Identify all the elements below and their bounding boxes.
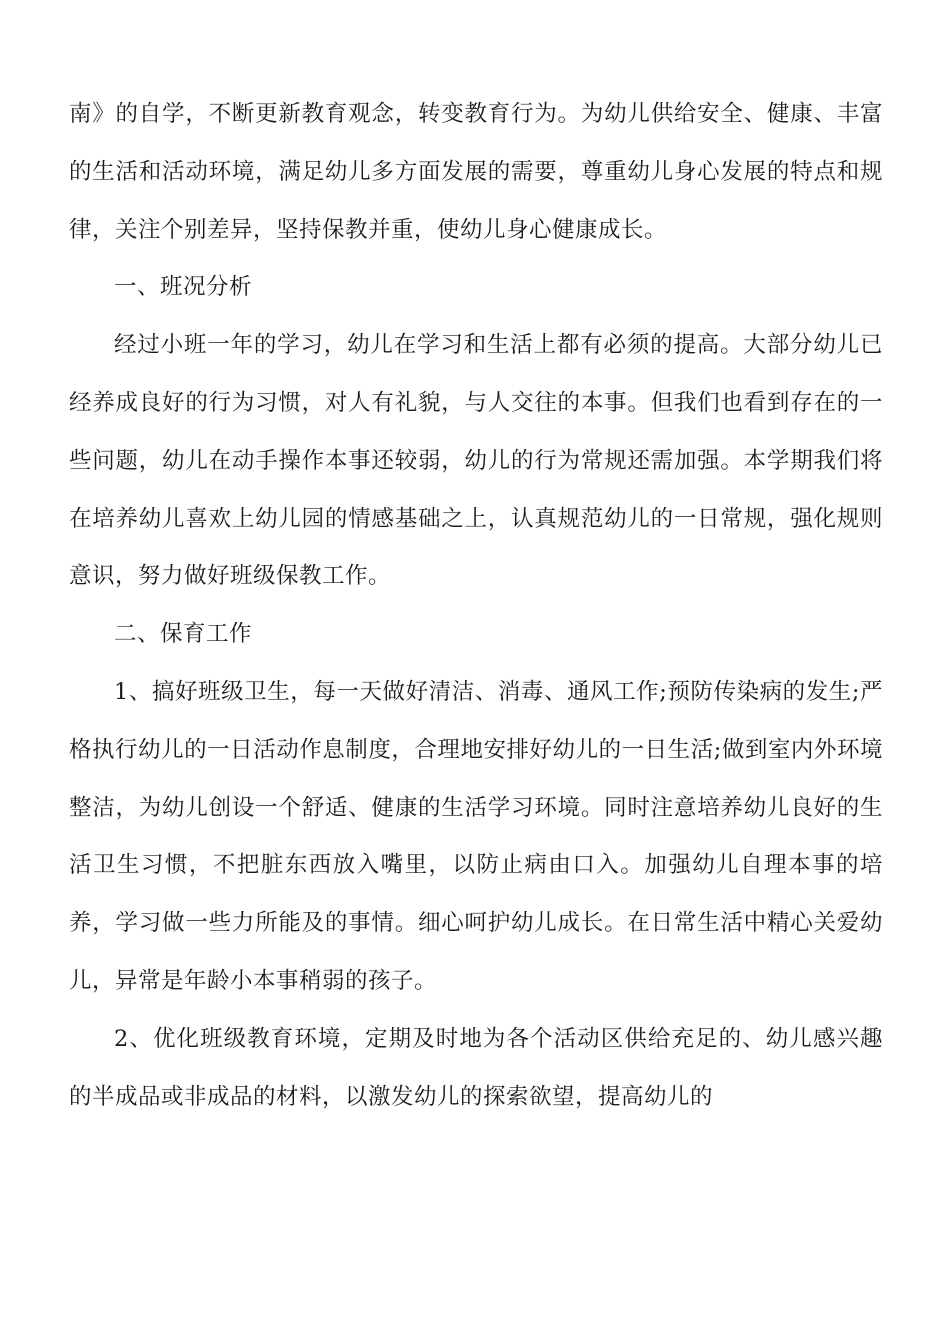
document-body	[69, 86, 883, 1126]
section-heading-class-analysis: 一、班况分析	[114, 274, 253, 301]
paragraph-childcare-1: 1、搞好班级卫生，每一天做好清洁、消毒、通风工作;预防传染病的发生;严格执行幼儿的一日活动作息制度，合理地安排好幼儿的一日生活;做到室内外环境整洁，为幼儿创设一个舒适、健康的生活学习环境。同时注意培养幼儿良好的生活卫生习惯，不把脏东西放入嘴里，以防止病由口入。加强幼儿自理本事的培养，学习做一些力所能及的事情。细心呵护幼儿成长。在日常生活中精心关爱幼儿，异常是年龄小本事稍弱的孩子。	[69, 678, 883, 994]
paragraph-continuation: 南》的自学，不断更新教育观念，转变教育行为。为幼儿供给安全、健康、丰富的生活和活动环境，满足幼儿多方面发展的需要，尊重幼儿身心发展的特点和规律，关注个别差异，坚持保教并重，使幼儿身心健康成长。	[69, 101, 883, 243]
paragraph-childcare-2: 2、优化班级教育环境，定期及时地为各个活动区供给充足的、幼儿感兴趣的半成品或非成品的材料，以激发幼儿的探索欲望，提高幼儿的	[69, 1025, 883, 1110]
section-heading-childcare: 二、保育工作	[114, 621, 253, 648]
paragraph-class-analysis: 经过小班一年的学习，幼儿在学习和生活上都有必须的提高。大部分幼儿已经养成良好的行为习惯，对人有礼貌，与人交往的本事。但我们也看到存在的一些问题，幼儿在动手操作本事还较弱，幼儿的行为常规还需加强。本学期我们将在培养幼儿喜欢上幼儿园的情感基础之上，认真规范幼儿的一日常规，强化规则意识，努力做好班级保教工作。	[69, 332, 883, 590]
